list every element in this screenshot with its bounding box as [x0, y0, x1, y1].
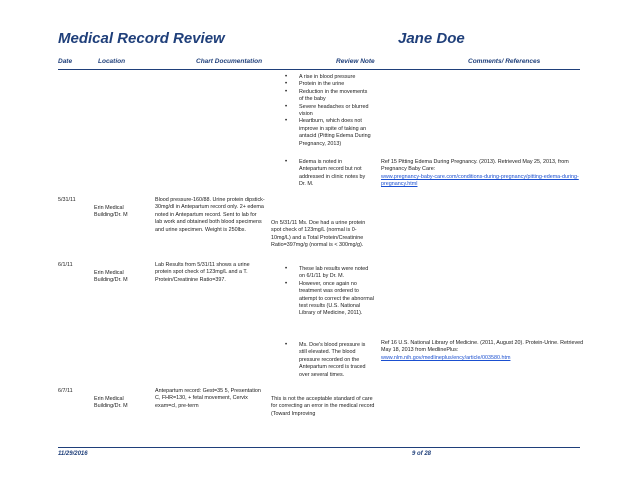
- column-header-chart-documentation: Chart Documentation: [196, 58, 263, 65]
- footer-page-number: 9 of 28: [412, 451, 432, 457]
- footer-date: 11/29/2016: [58, 451, 88, 457]
- list-item: • Ms. Doe's blood pressure is still elevated. The blood pressure recorded on the Antepartum record is traced over several times.: [299, 342, 371, 379]
- list-item: • A rise in blood pressure: [299, 74, 371, 81]
- review-bullet-list-mid: [299, 266, 375, 318]
- list-item: • These lab results were noted on 6/1/11 by Dr. M.: [299, 266, 375, 281]
- review-bullet-list-bp: [299, 342, 371, 379]
- list-item: • Edema is noted in Antepartum record but not addressed in clinic notes by Dr. M.: [299, 159, 369, 189]
- list-item: • However, once again no treatment was ordered to attempt to correct the abnormal test results (U.S. National Library of Medicine, 2011).: [299, 281, 375, 318]
- row1-date: 5/31/11: [58, 197, 76, 203]
- list-item: • Heartburn, which does not improve in spite of taking an antacid (Pitting Edema During Pregnancy, 2013): [299, 118, 371, 148]
- reference-16-link[interactable]: www.nlm.nih.gov/medlineplus/ency/article/003580.htm: [381, 354, 511, 361]
- row2-date: 6/1/11: [58, 262, 73, 268]
- patient-name: Jane Doe: [398, 30, 465, 47]
- column-header-row: [58, 57, 580, 70]
- review-note-standard-of-care: This is not the acceptable standard of care for correcting an error in the medical record (Toward Improving: [271, 396, 375, 417]
- reference-16: [381, 340, 587, 362]
- list-item: • Reduction in the movements of the baby: [299, 89, 371, 104]
- review-note-lab-results: On 5/31/11 Ms. Doe had a urine protein spot check of 123mg/L (normal is 0-10mg/L) and a Total Protein/Creatinine Ratio=397mg/g (normal is < 300mg/g).: [271, 220, 366, 249]
- column-header-review-note: Review Note: [336, 58, 375, 65]
- column-header-comments-references: Comments/ References: [468, 58, 541, 65]
- list-item: • Severe headaches or blurred vision: [299, 104, 371, 119]
- column-header-location: Location: [98, 58, 126, 65]
- column-header-date: Date: [58, 58, 73, 65]
- row2-location: Erin Medical Building/Dr. M: [94, 270, 128, 284]
- list-item: • Protein in the urine: [299, 81, 371, 88]
- reference-16-text: Ref 16 U.S. National Library of Medicine. (2011, August 20). Protein-Urine. Retrieved May 18, 2013 from MedlinePlus:: [381, 340, 584, 354]
- footer-divider: [58, 447, 580, 448]
- row1-chart-documentation: Blood pressure-160/88. Urine protein dipstick-30mg/dl in Antepartum record only. 2+ edema noted in Antepartum record. Sent to lab for lab work and obtained both blood specimens and urine specimen. Weight is 250lbs.: [155, 197, 265, 233]
- review-bullet-list-edema: [299, 159, 369, 189]
- reference-15-text: Ref 15 Pitting Edema During Pregnancy. (2013). Retrieved May 25, 2013, from Pregnancy Baby Care:: [381, 159, 569, 173]
- page-title: Medical Record Review: [58, 30, 225, 47]
- reference-15: [381, 159, 587, 189]
- row1-location: Erin Medical Building/Dr. M: [94, 205, 128, 219]
- row3-chart-documentation: Antepartum record: Gest=35 5, Presentation C, FHR=130, + fetal movement, Cervix exam=cl, pre-term: [155, 388, 261, 409]
- row3-location: Erin Medical Building/Dr. M: [94, 396, 128, 410]
- row2-chart-documentation: Lab Results from 5/31/11 shows a urine protein spot check of 123mg/L and a T. Protein/Creatinine Ratio=397.: [155, 262, 250, 283]
- reference-15-link[interactable]: www.pregnancy-baby-care.com/conditions-during-pregnancy/pitting-edema-during-pregnancy.html: [381, 173, 579, 188]
- row3-date: 6/7/11: [58, 388, 73, 394]
- review-bullet-list-top: [299, 74, 371, 148]
